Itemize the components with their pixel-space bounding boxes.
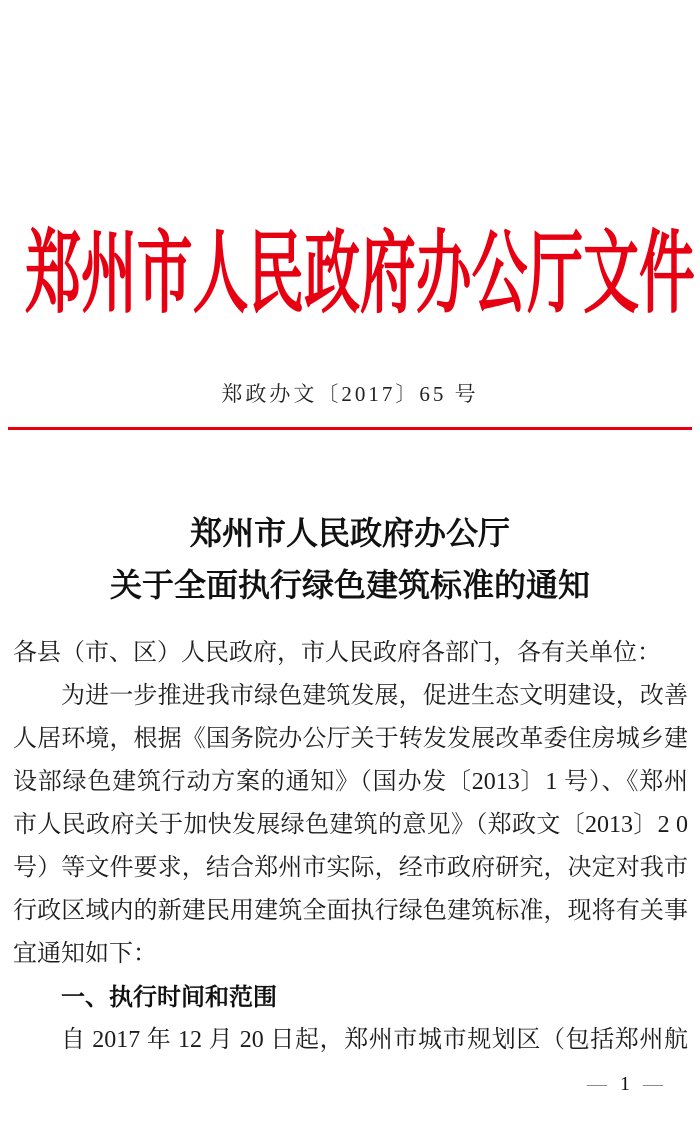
document-body (13, 632, 688, 1062)
body-line: 行政区域内的新建民用建筑全面执行绿色建筑标准，现将有关事 (13, 898, 688, 924)
page-number-dash-left: — (587, 1073, 607, 1095)
letterhead-banner (0, 224, 700, 324)
section-heading: 一、执行时间和范围 (61, 984, 277, 1011)
document-title-line2: 关于全面执行绿色建筑标准的通知 (109, 567, 590, 603)
red-divider-line (8, 427, 692, 430)
body-line: 人居环境，根据《国务院办公厅关于转发发展改革委住房城乡建 (13, 726, 688, 752)
body-line: 市人民政府关于加快发展绿色建筑的意见》（郑政文〔2013〕2 0 (13, 812, 688, 838)
body-line-salutation: 各县（市、区）人民政府，市人民政府各部门，各有关单位： (13, 640, 661, 666)
page-number-dash-right: — (643, 1073, 663, 1095)
body-line: 为进一步推进我市绿色建筑发展，促进生态文明建设，改善 (61, 683, 688, 709)
document-title-line1: 郑州市人民政府办公厅 (189, 515, 510, 551)
body-line: 自 2017 年 12 月 20 日起，郑州市城市规划区（包括郑州航 (61, 1027, 688, 1053)
body-line: 号）等文件要求，结合郑州市实际，经市政府研究，决定对我市 (13, 855, 688, 881)
document-number: 郑政办文〔2017〕65 号 (221, 382, 479, 406)
document-title (0, 507, 700, 611)
page-number (587, 1072, 663, 1096)
page-number-value: 1 (620, 1073, 630, 1095)
letterhead-title: 郑州市人民政府办公厅文件 (25, 224, 695, 324)
body-line: 设部绿色建筑行动方案的通知》（国办发〔2013〕1 号）、《郑州 (13, 769, 688, 795)
body-line: 宜通知如下： (13, 941, 157, 967)
